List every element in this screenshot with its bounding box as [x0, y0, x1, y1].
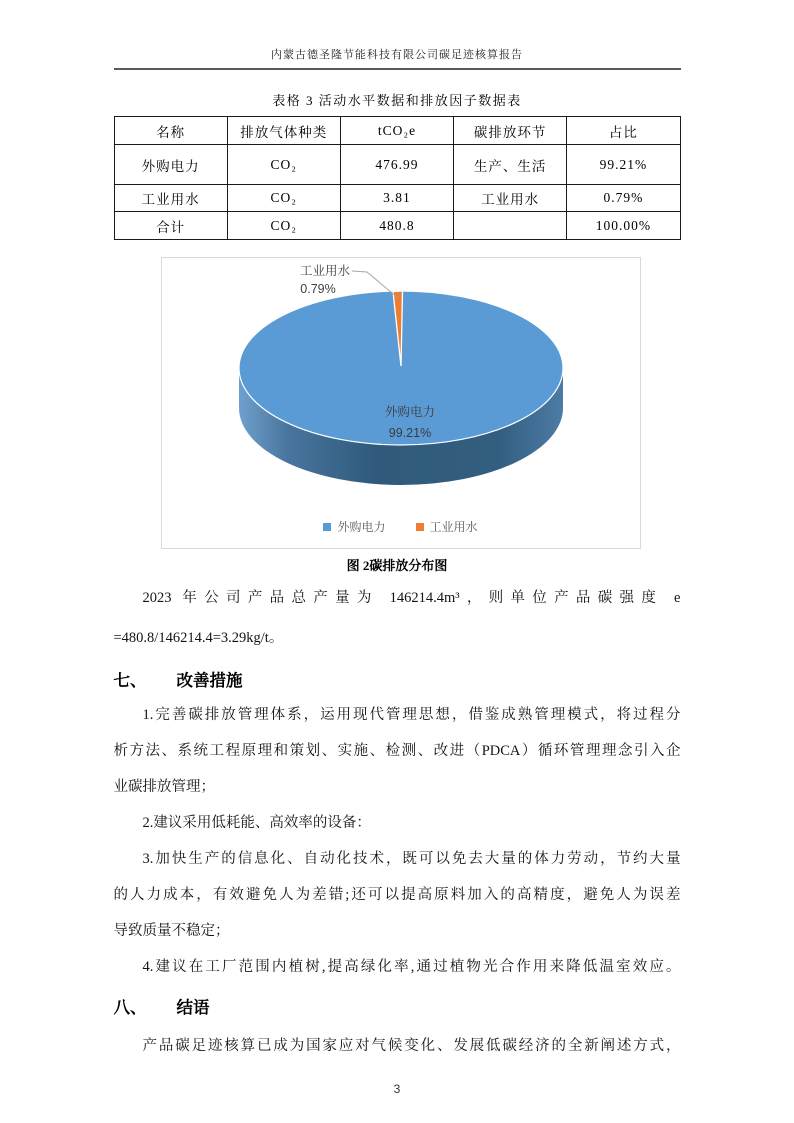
text-line: 导致质量不稳定；	[113, 923, 230, 939]
text-line: =480.8/146214.4=3.29kg/t。	[113, 630, 284, 646]
table-total-row	[114, 212, 680, 240]
page-content	[114, 0, 681, 1096]
improvement-items	[114, 697, 681, 985]
text-line: 产品碳足迹核算已成为国家应对气候变化、发展低碳经济的全新阐述方式，	[142, 1038, 681, 1054]
emission-data-table	[114, 116, 681, 240]
callout-label-water: 工业用水	[299, 264, 350, 278]
table-cell: 3.81	[340, 185, 453, 212]
table-cell	[454, 212, 567, 240]
figure-caption: 图 2碳排放分布图	[346, 558, 448, 573]
table-cell: 100.00%	[567, 212, 680, 240]
text-line: 4.建议在工厂范围内植树,提高绿化率,通过植物光合作用来降低温室效应。	[142, 959, 681, 975]
list-item	[114, 697, 681, 805]
pie-chart-panel	[161, 257, 641, 549]
legend-item-water	[416, 518, 478, 535]
slice-value-electricity: 99.21%	[388, 426, 431, 440]
legend-swatch-orange-icon	[416, 523, 424, 531]
paragraph-production	[114, 578, 681, 658]
chart-legend	[162, 518, 640, 535]
table-header-cell: 碳排放环节	[454, 117, 567, 145]
callout-value-water: 0.79%	[299, 282, 336, 296]
legend-label: 外购电力	[337, 520, 386, 534]
page-number: 3	[393, 1082, 401, 1096]
section-heading-conclusion	[114, 994, 681, 1021]
legend-item-electricity	[323, 518, 385, 535]
table-cell: 生产、生活	[454, 145, 567, 185]
table-header-cell: tCO₂e	[340, 117, 453, 145]
list-item	[114, 949, 681, 985]
legend-swatch-blue-icon	[323, 523, 331, 531]
section-title: 改善措施	[176, 671, 243, 690]
table-header-cell: 名称	[114, 117, 227, 145]
table-row	[114, 145, 680, 185]
text-line: 2.建议采用低耗能、高效率的设备：	[142, 815, 371, 831]
table-header-cell: 占比	[567, 117, 680, 145]
list-item	[114, 841, 681, 949]
table-cell: CO₂	[227, 145, 340, 185]
slice-label-electricity: 外购电力	[384, 405, 435, 419]
table-row	[114, 185, 680, 212]
table-cell: 合计	[114, 212, 227, 240]
table-cell: CO₂	[227, 212, 340, 240]
table-header-row	[114, 117, 680, 145]
table-cell: 476.99	[340, 145, 453, 185]
text-line: 2023 年公司产品总产量为 146214.4m³，则单位产品碳强度 e	[142, 590, 681, 606]
table-header-cell: 排放气体种类	[227, 117, 340, 145]
table-title: 表格 3 活动水平数据和排放因子数据表	[272, 93, 522, 108]
section-number: 八、	[113, 998, 147, 1017]
legend-label: 工业用水	[429, 520, 478, 534]
text-line: 业碳排放管理；	[113, 779, 215, 795]
pie-chart-3d	[162, 258, 640, 548]
document-header-title: 内蒙古德圣隆节能科技有限公司碳足迹核算报告	[271, 49, 523, 61]
text-line: 析方法、系统工程原理和策划、实施、检测、改进（PDCA）循环管理理念引入企	[113, 743, 681, 759]
table-cell: 99.21%	[567, 145, 680, 185]
header-divider	[114, 68, 681, 70]
table-cell: 0.79%	[567, 185, 680, 212]
table-cell: 工业用水	[114, 185, 227, 212]
paragraph-conclusion	[114, 1026, 681, 1066]
text-line: 1.完善碳排放管理体系，运用现代管理思想，借鉴成熟管理模式，将过程分	[142, 707, 681, 723]
text-line: 的人力成本，有效避免人为差错;还可以提高原料加入的高精度，避免人为误差	[113, 887, 681, 903]
list-item	[114, 805, 681, 841]
table-cell: 480.8	[340, 212, 453, 240]
section-number: 七、	[113, 671, 147, 690]
section-title: 结语	[176, 998, 210, 1017]
table-cell: CO₂	[227, 185, 340, 212]
section-heading-improvements	[114, 667, 681, 694]
table-cell: 外购电力	[114, 145, 227, 185]
table-cell: 工业用水	[454, 185, 567, 212]
text-line: 3.加快生产的信息化、自动化技术，既可以免去大量的体力劳动，节约大量	[142, 851, 681, 867]
